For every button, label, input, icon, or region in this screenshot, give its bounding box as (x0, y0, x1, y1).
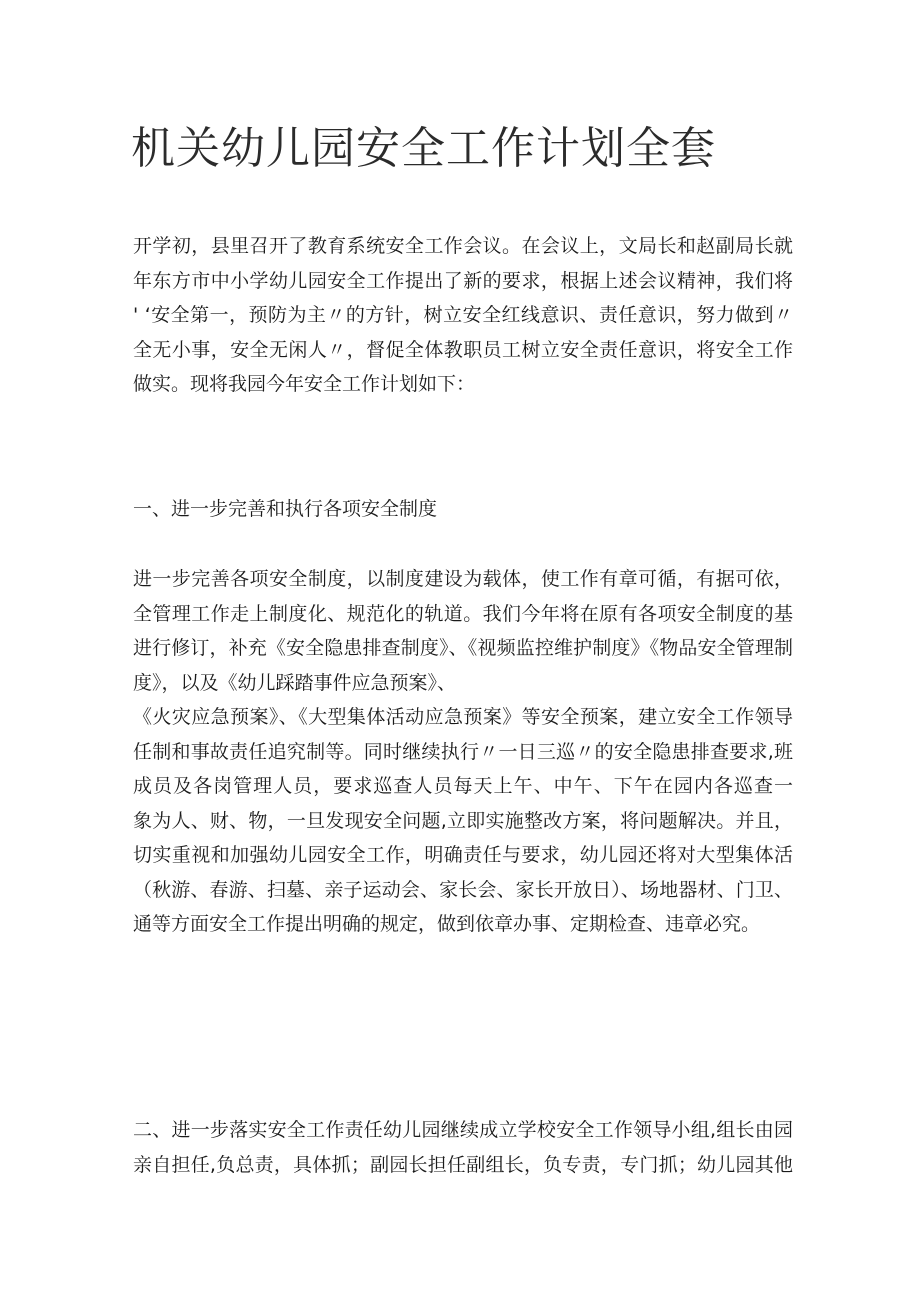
section-2-paragraph (133, 1113, 793, 1182)
paragraph-line: 度》，以及《幼儿踩踏事件应急预案》、 (133, 671, 457, 694)
paragraph-line: 《火灾应急预案》、《大型集体活动应急预案》等安全预案，建立安全工作领导 (133, 706, 793, 728)
paragraph-line: 全管理工作走上制度化、规范化的轨道。我们今年将在原有各项安全制度的基 (133, 602, 793, 625)
paragraph-line: 年东方市中小学幼儿园安全工作提出了新的要求，根据上述会议精神，我们将 (133, 269, 793, 292)
section-1-paragraph (133, 562, 793, 942)
paragraph-line: 进行修订，补充《安全隐患排查制度》、《视频监控维护制度》《物品安全管理制 (133, 637, 793, 659)
paragraph-line: 进一步完善各项安全制度，以制度建设为载体，使工作有章可循，有据可依， (133, 568, 793, 590)
section-heading-text: 一、进一步完善和执行各项安全制度 (133, 498, 438, 520)
paragraph-line: 亲自担任,负总责，具体抓；副园长担任副组长，负专责，专门抓；幼儿园其他 (133, 1153, 793, 1176)
paragraph-line: 任制和事故责任追究制等。同时继续执行〃一日三巡〃的安全隐患排查要求,班 (133, 740, 793, 763)
paragraph-line: 全无小事，安全无闲人〃，督促全体教职员工树立安全责任意识，将安全工作 (133, 338, 793, 361)
paragraph-line: 二、进一步落实安全工作责任幼儿园继续成立学校安全工作领导小组,组长由园 (133, 1119, 793, 1141)
paragraph-line: 开学初，县里召开了教育系统安全工作会议。在会议上，文局长和赵副局长就 (133, 235, 793, 257)
paragraph-line: （秋游、春游、扫墓、亲子运动会、家长会、家长开放日）、场地器材、门卫、 (133, 878, 793, 901)
paragraph-line: 通等方面安全工作提出明确的规定，做到依章办事、定期检查、违章必究。 (133, 913, 761, 935)
paragraph-line: 做实。现将我园今年安全工作计划如下： (133, 373, 476, 395)
document-title: 机关幼儿园安全工作计划全套 (131, 123, 716, 174)
paragraph-line: ' ‘安全第一，预防为主〃的方针，树立安全红线意识、责任意识，努力做到〃 (133, 304, 793, 326)
paragraph-line: 成员及各岗管理人员，要求巡查人员每天上午、中午、下午在园内各巡查一 (133, 775, 793, 797)
intro-paragraph (133, 229, 793, 402)
section-heading-1 (133, 492, 793, 527)
paragraph-line: 象为人、财、物，一旦发现安全问题,立即实施整改方案，将问题解决。并且， (133, 809, 793, 832)
paragraph-line: 切实重视和加强幼儿园安全工作，明确责任与要求，幼儿园还将对大型集体活 (133, 844, 793, 866)
